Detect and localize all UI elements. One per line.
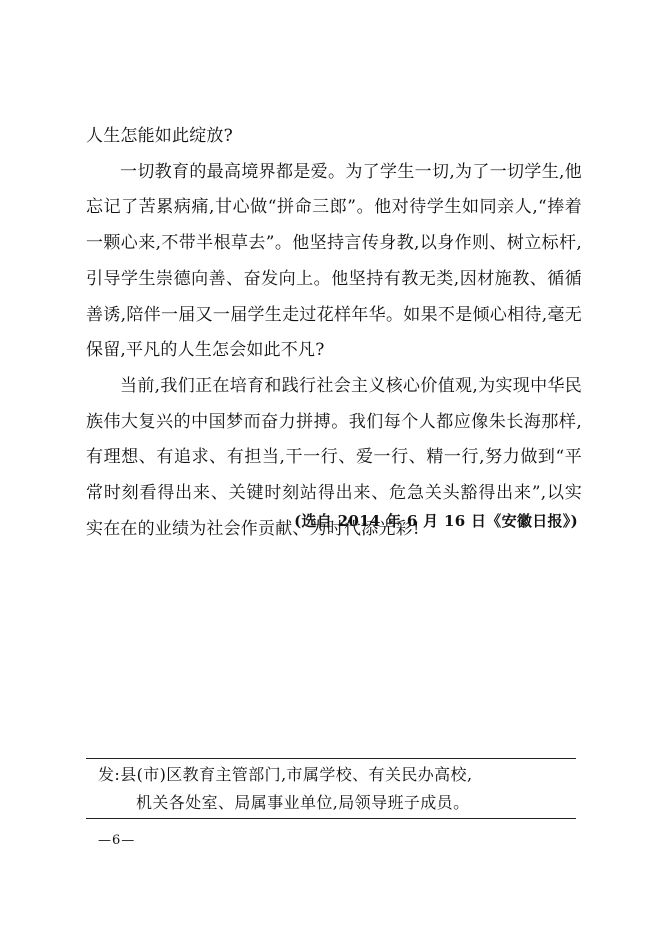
article-paragraph-2: 一切教育的最高境界都是爱。为了学生一切,为了一切学生,他忘记了苦累病痛,甘心做“拼命三郎”。他对待学生如同亲人,“捧着一颗心来,不带半根草去”。他坚持言传身教,以身作则、树立标杆,引导学生崇德向善、奋发向上。他坚持有教无类,因材施教、循循善诱,陪伴一届又一届学生走过花样年华。如果不是倾心相待,毫无保留,平凡的人生怎会如此不凡? <box>86 161 582 361</box>
article-body <box>86 119 582 547</box>
article-source-citation: (选自 2014 年 6 月 16 日《安徽日报》) <box>294 512 578 530</box>
article-paragraph-3: 当前,我们正在培育和践行社会主义核心价值观,为实现中华民族伟大复兴的中国梦而奋力拼搏。我们每个人都应像朱长海那样,有理想、有追求、有担当,干一行、爱一行、精一行,努力做到“平常时刻看得出来、关键时刻站得出来、危急关头豁得出来”,以实实在在的业绩为社会作贡献、为时代添光彩! <box>86 375 582 539</box>
distribution-bottom-rule <box>86 818 576 819</box>
distribution-list <box>98 761 576 817</box>
page-number: —6— <box>98 833 136 848</box>
distribution-line-2: 机关各处室、局属事业单位,局领导班子成员。 <box>136 793 470 812</box>
distribution-line-1: 发:县(市)区教育主管部门,市属学校、有关民办高校, <box>98 765 473 784</box>
distribution-top-rule <box>86 758 576 759</box>
article-paragraph-1: 人生怎能如此绽放? <box>86 126 233 146</box>
